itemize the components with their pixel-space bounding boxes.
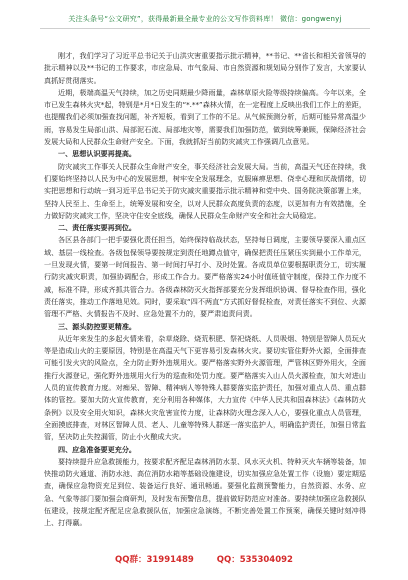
page-footer <box>0 553 408 565</box>
header-divider <box>40 28 370 29</box>
paragraph: 从近年来发生的多起火情来看，杂草烧除、烧荒积肥、祭祀烧纸、人员吸烟、特别是智障人员玩火等是造成山火的主要原因，特别是在高温天气下更容易引发森林火灾。要切实管住野外火源，全面排查可能引发火灾的风险点，全力防止野外违规用火。要严格落实野外火源管理，严管林区野外用火，全面推行火源登记，强化野外违规用火行为的巡查和处罚力度。要严格落实入山人员火源检查，加大对进山人员的宣传教育力度。对痴呆、智障、精神病人等特殊人群要落实监护责任，加强对重点人员、重点群体的管控。要加大防火宣传教育，充分利用各种媒体，大力宣传《中华人民共和国森林法》《森林防火条例》以及安全用火知识，森林火灾危害宣传力度，让森林防火理念深入人心，要强化重点人员管理，全面摸底排查，对林区智障人员、老人、儿童等特殊人群逐一落实监护人，明确监护责任，加强日常监管，坚决防止失控漏管，防止小火酿成大灾。 <box>44 333 366 442</box>
paragraph: 要持续提升应急救援能力，按要求配齐配足森林消防水泵、风水灭火机、特种灭火车辆等装备，加快推动防火通道、消防水池、高位消防水箱等基础设施建设，切实加强应急处置工作（设施）要定期巡查，确保应急物资充足到位、装备运行良好、通讯畅通。要强化监测预警能力，自然资源、水务、应急、气象等部门要加强会商研判，及时发布预警信息，提前做好防范应对准备。要持续加强应急救援队伍建设，按规定配齐配足应急救援队伍，加强应急演练，不断完善处置工作预案，确保关键时刻冲得上、打得赢。 <box>44 456 366 528</box>
paragraph: 各区县各部门一把手要强化责任担当，始终保持临战状态，坚持每日调度，主要领导要深入重点区域、基层一线检查。各级包保领导要按规定到责任地蹲点值守，确保把责任压紧压实到最小工作单元，一旦发现火情，要第一时间报告、第一时间打早打小、及时处置。各成员单位要根据职责分工，切实履行防灾减灾职责，加强协调配合，形成工作合力。要严格落实24小时值班值守制度，保持工作力度不减，标准不降，形成齐抓共管合力。各级森林防灭火指挥部要充分发挥组织协调、督导检查作用，强化责任落实，推动工作落地见效。同时，要采取“四不两直”方式抓好督促检查，对责任落实不到位、火源管理不严格、火情报告不及时、应急处置不力的，要严肃追责问责。 <box>44 235 366 319</box>
section-heading: 一、思想认识要再提高。 <box>58 149 137 159</box>
qq-contact-text: QQ：535304092 <box>216 555 293 565</box>
page-header: 关注头条号“公文研究”，获得最新最全最专业的公文写作资料库！ 微信：gongwenyj <box>68 15 342 23</box>
paragraph: 刚才，我们学习了习近平总书记关于山洪灾害重要指示批示精神，**书记、**省长和相关省领导的批示精神以及**书记的工作要求，市应急局、市气象局、市自然资源和规划局分别作了发言，大家要认真抓好贯彻落实。 <box>44 51 366 85</box>
document-body <box>44 50 366 530</box>
section-heading: 二、责任落实要再到位。 <box>58 223 137 233</box>
paragraph: 近期，极端高温天气持续，加之历史同期最少降雨量，森林草原火险等级持续偏高。今年以来，全市已发生森林火灾*起，特别是*月*日发生的“*.**”森林火情，在一定程度上反映出我们工作上的差距，也提醒我们必须加强查找问题，补齐短板，看到了工作的不足。从气候预测分析，后期可能异常高温少雨，容易发生局部山洪、局部泥石流、局部地灾等，需要我们加强防范，做到统筹兼顾，保障经济社会发展大局和人民群众生命财产安全。下面，我就抓好当前防灾减灾工作强调几点意见。 <box>44 87 366 147</box>
qq-group-text: QQ群：31991489 <box>115 555 194 565</box>
section-heading: 四、应急准备要更充分。 <box>58 444 137 454</box>
paragraph: 防灾减灾工作事关人民群众生命财产安全，事关经济社会发展大局。当前，高温天气还在持续，我们要始终坚持以人民为中心的发展思想，树牢安全发展理念，克服麻痹思想、侥幸心理和厌战情绪，切实把思想和行动统一到习近平总书记关于防灾减灾重要指示批示精神和党中央、国务院决策部署上来，坚持人民至上、生命至上，统筹发展和安全，以对人民群众高度负责的态度，以更加有力有效措施，全力做好防灾减灾工作，坚决守住安全底线，确保人民群众生命财产安全和社会大局稳定。 <box>44 161 366 220</box>
section-heading: 三、源头防控要更精准。 <box>58 321 137 331</box>
